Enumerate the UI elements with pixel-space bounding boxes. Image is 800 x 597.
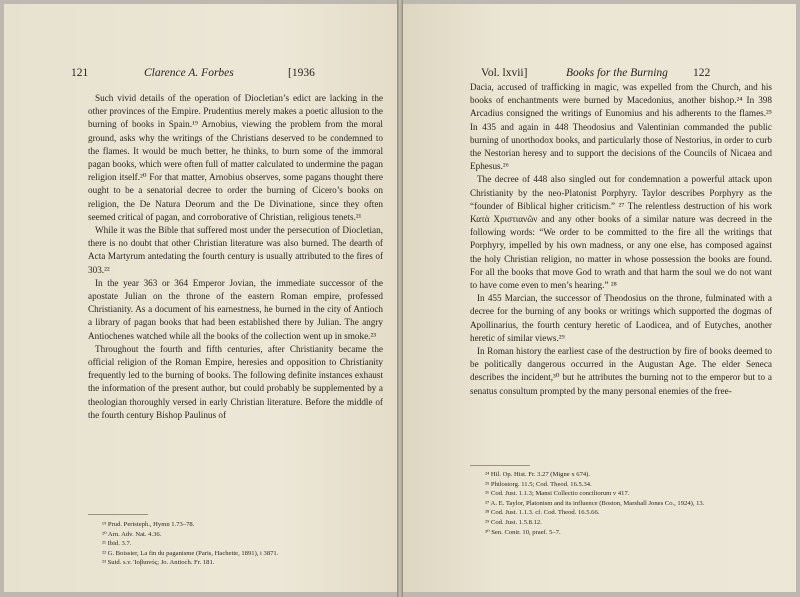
footnote: ²⁵ Philostorg. 11.5; Cod. Theod. 16.5.34. bbox=[485, 480, 592, 488]
right-body-text bbox=[470, 81, 772, 398]
left-running-head: Clarence A. Forbes bbox=[144, 67, 234, 79]
paragraph: Throughout the fourth and fifth centuries, after Christianity became the official religion of the Roman Empire, heresies and opposition to Christianity frequently led to the burning of books. The following definite instances exhaust the information of the present author, but could probably be supplemented by a theologian thoroughly versed in early Christian literature. Before the middle of the fourth century Bishop Paulinus of bbox=[88, 343, 383, 420]
footnote: ¹⁹ Prud. Peristeph., Hymn 1.73–78. bbox=[102, 521, 195, 528]
right-running-head: Books for the Burning bbox=[566, 67, 668, 79]
left-body-text bbox=[88, 92, 383, 422]
left-page-number: 121 bbox=[71, 67, 89, 79]
left-year: [1936 bbox=[288, 67, 315, 79]
paragraph: Dacia, accused of trafficking in magic, was expelled from the Church, and his books of enchantments were burned by Macedonius, another bishop.²⁴ In 398 Arcadius consigned the writings of Eunomius and his adherents to the flames.²⁵ In 435 and again in 448 Theodosius and Valentinian commanded the public burning of unorthodox books, and particularly those of Nestorius, in order to curb the Nestorian heresy and to support the decisions of the Councils of Nicaea and Ephesus.²⁶ bbox=[470, 82, 772, 172]
right-footnotes bbox=[477, 470, 767, 537]
paragraph: Such vivid details of the operation of Diocletian’s edict are lacking in the other provinces of the Empire. Prudentius merely makes a poetic allusion to the burning of books in Spain.¹⁹ Arnobius, viewing the problem from the moral ground, asks why the writings of the Christians deserved to be condemned to the flames. It would be much better, he thinks, to burn some of the immoral pagan books, which were often full of matter calculated to undermine the pagan religion itself.²⁰ For that matter, Arnobius observes, some pagans thought there ought to be a senatorial decree to order the burning of Cicero’s books on religion, the De Natura Deorum and the De Divinatione, since they often seemed critical of pagan, and corroborative of Christian, religious tenets.²¹ bbox=[88, 93, 383, 222]
paragraph: In the year 363 or 364 Emperor Jovian, the immediate successor of the apostate Julian on the throne of the eastern Roman empire, professed Christianity. As a document of his earnestness, he burned in the city of Antioch a library of pagan books that had been established there by Julian. The angry Antiochenes watched while all the books of the collection went up in smoke.²³ bbox=[88, 277, 383, 341]
paragraph: The decree of 448 also singled out for condemnation a powerful attack upon Christianity by the neo-Platonist Porphyry. Taylor describes Porphyry as the “founder of Biblical higher criticism.” ²⁷ The relentless destruction of his work Κατὰ Χριστιανῶν and any other books of a similar nature was decreed in the following words: “We order to be committed to the fire all the writings that Porphyry, impelled by his own madness, or any one else, has composed against the holy Christian religion, no matter in whose possession the books are found. For all the books that move God to wrath and that harm the soul we do not want to have come even to men’s hearing.” ²⁸ bbox=[470, 174, 772, 291]
left-page bbox=[4, 4, 397, 592]
paragraph: In Roman history the earliest case of the destruction by fire of books deemed to be politically dangerous occurred in the Augustan Age. The elder Seneca describes the incident,³⁰ but he attributes the burning not to the emperor but to a senatus consultum prompted by the many personal enemies of the free- bbox=[470, 346, 772, 396]
footnote: ²¹ Ibid. 3.7. bbox=[102, 540, 132, 548]
footnote: ²⁸ Cod. Just. 1.1.3. cf. Cod. Theod. 16.5.66. bbox=[485, 509, 600, 517]
footnote: ²² G. Boissier, La fin du paganisme (Paris, Hachette, 1891), i 3871. bbox=[102, 549, 279, 557]
paragraph: In 455 Marcian, the successor of Theodosius on the throne, fulminated with a decree for the burning of any books or writings which supported the dogmas of Apollinarius, the fourth century heretic of Laodicea, and of Eutyches, another heretic of similar views.²⁹ bbox=[470, 293, 772, 343]
footnote: ²⁷ A. E. Taylor, Platonism and its influence (Boston, Marshall Jones Co., 1924), 13. bbox=[485, 499, 705, 507]
footnote: ²³ Suid. s.v. Ἰοβιανός; Jo. Antioch. Fr. 181. bbox=[102, 559, 215, 567]
right-volume: Vol. lxvii] bbox=[481, 67, 528, 79]
footnote: ²⁶ Cod. Just. 1.1.3; Mansi Collectio conciliorum v 417. bbox=[485, 490, 630, 498]
right-page-number: 122 bbox=[693, 67, 711, 79]
footnote: ³⁰ Sen. Contr. 10, praef. 5–7. bbox=[485, 528, 561, 536]
footnote: ²⁹ Cod. Just. 1.5.8.12. bbox=[485, 518, 542, 526]
left-footnotes bbox=[94, 520, 379, 568]
right-page bbox=[403, 4, 796, 592]
footnote-rule bbox=[470, 465, 530, 466]
footnote: ²⁰ Arn. Adv. Nat. 4.36. bbox=[102, 530, 162, 538]
footnote-rule bbox=[88, 514, 148, 515]
footnote: ²⁴ Hil. Op. Hist. Fr. 3.27 (Migne x 674). bbox=[485, 471, 591, 478]
paragraph: While it was the Bible that suffered most under the persecution of Diocletian, there is no doubt that other Christian literature was also burned. The dearth of Acta Martyrum antedating the fourth century is usually attributed to the fires of 303.²² bbox=[88, 225, 383, 275]
